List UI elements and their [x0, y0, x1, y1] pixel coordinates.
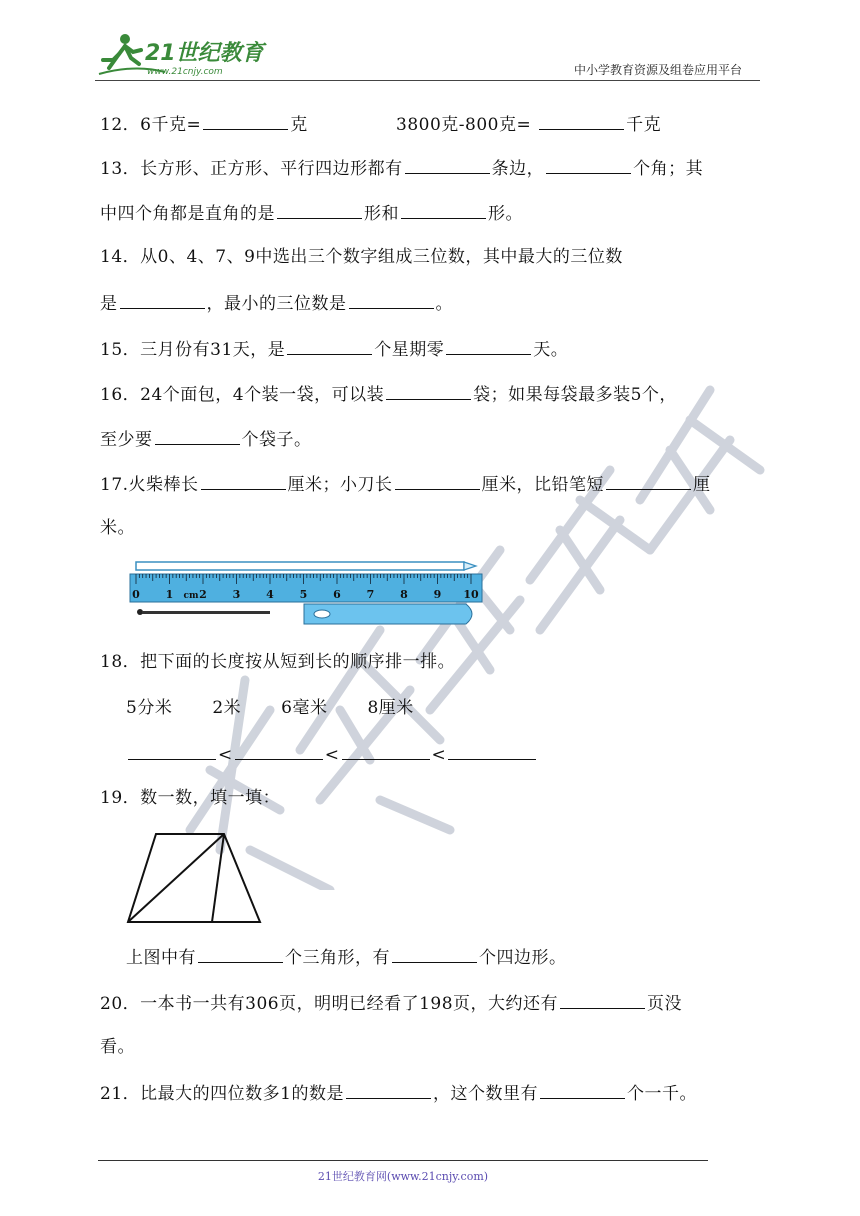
q12-text-a: 12．6千克=	[100, 115, 202, 135]
q12-blank-2[interactable]	[539, 112, 624, 130]
q20-text-c: 看。	[100, 1037, 135, 1057]
q12-text-b: 克	[290, 115, 308, 135]
q12-text-c: 3800克-800克=	[396, 115, 538, 135]
q20-text-b: 页没	[647, 994, 683, 1014]
q15-blank-1[interactable]	[287, 337, 372, 355]
q18-item-2: 2米	[212, 698, 242, 718]
ruler-tick-label: 9	[433, 588, 442, 601]
q17-text-d: 厘	[693, 475, 711, 495]
trapezoid-figure	[124, 830, 264, 926]
q18-order-row	[126, 742, 538, 766]
question-13-line2	[100, 201, 523, 225]
q16-blank-2[interactable]	[155, 427, 240, 445]
q17-blank-3[interactable]	[606, 472, 691, 490]
question-14	[100, 246, 623, 268]
question-16-line2	[100, 427, 312, 451]
pencil-icon	[136, 562, 476, 570]
q17-text-e: 米。	[100, 518, 135, 538]
q16-text-b: 袋；如果每袋最多装5个，	[473, 385, 677, 405]
q14-blank-2[interactable]	[349, 291, 434, 309]
ruler-tick-label: 6	[333, 588, 341, 601]
q15-text-a: 15．三月份有31天，是	[100, 340, 286, 360]
q19-blank-1[interactable]	[198, 945, 283, 963]
q14-text-c: ，最小的三位数是	[206, 294, 347, 314]
platform-label: 中小学教育资源及组卷应用平台	[574, 63, 743, 77]
q17-text-a: 17.火柴棒长	[100, 475, 199, 495]
ruler-tick-label: 8	[400, 588, 408, 601]
site-logo	[95, 30, 270, 80]
less-than-sign: <	[324, 745, 340, 765]
q13-text-a: 13．长方形、正方形、平行四边形都有	[100, 159, 403, 179]
q18-item-3: 6毫米	[281, 698, 328, 718]
q16-text-c: 至少要	[100, 430, 153, 450]
header-divider	[95, 80, 760, 81]
ruler-tick-label: 10	[463, 588, 479, 601]
q13-text-e: 形和	[364, 204, 399, 224]
ruler-tick-label: 1	[165, 588, 174, 601]
question-12-part2	[396, 112, 661, 136]
q13-blank-2[interactable]	[546, 156, 631, 174]
q15-blank-2[interactable]	[446, 337, 531, 355]
ruler-tick-label: 7	[366, 588, 375, 601]
q13-blank-1[interactable]	[405, 156, 490, 174]
ruler-tick-label: 5	[299, 588, 308, 601]
q13-text-c: 个角；其	[633, 159, 704, 179]
q21-blank-1[interactable]	[346, 1081, 431, 1099]
q13-text-b: 条边，	[491, 159, 545, 179]
q21-text-c: 个一千。	[626, 1084, 697, 1104]
less-than-sign: <	[431, 745, 447, 765]
question-17-line2	[100, 517, 135, 539]
ruler-figure	[126, 556, 486, 628]
q14-text-d: 。	[435, 294, 453, 314]
q18-items	[126, 697, 414, 719]
ruler-tick-label: 0	[132, 588, 140, 601]
q13-text-f: 形。	[488, 204, 523, 224]
q14-text-b: 是	[100, 294, 118, 314]
matchstick-icon	[137, 609, 270, 615]
q21-text-a: 21．比最大的四位数多1的数是	[100, 1084, 344, 1104]
q14-text-a: 14．从0、4、7、9中选出三个数字组成三位数，其中最大的三位数	[100, 247, 623, 267]
q19-text-d: 个四边形。	[479, 948, 567, 968]
question-16	[100, 382, 677, 406]
q16-text-a: 16．24个面包，4个装一袋，可以装	[100, 385, 385, 405]
q13-blank-4[interactable]	[401, 201, 486, 219]
footer-divider	[98, 1160, 708, 1161]
q20-text-a: 20．一本书一共有306页，明明已经看了198页，大约还有	[100, 994, 559, 1014]
q16-blank-1[interactable]	[386, 382, 471, 400]
question-20	[100, 991, 682, 1015]
q20-blank-1[interactable]	[560, 991, 645, 1009]
question-17	[100, 472, 711, 496]
question-12	[100, 112, 308, 136]
ruler-tick-label: 4	[266, 588, 274, 601]
q19-text-c: 个三角形，有	[285, 948, 390, 968]
question-19-line2	[126, 945, 567, 969]
q18-item-1: 5分米	[126, 698, 173, 718]
q14-blank-1[interactable]	[120, 291, 205, 309]
q21-text-b: ，这个数里有	[432, 1084, 538, 1104]
q13-text-d: 中四个角都是直角的是	[100, 204, 275, 224]
q12-blank-1[interactable]	[203, 112, 288, 130]
question-14-line2	[100, 291, 453, 315]
footer-text[interactable]: 21世纪教育网(www.21cnjy.com)	[317, 1170, 489, 1183]
question-15	[100, 337, 568, 361]
question-21	[100, 1081, 697, 1105]
q17-text-c: 厘米，比铅笔短	[481, 475, 605, 495]
q17-blank-2[interactable]	[395, 472, 480, 490]
less-than-sign: <	[218, 745, 233, 765]
logo-text: 21世纪教育	[145, 41, 264, 66]
q21-blank-2[interactable]	[540, 1081, 625, 1099]
question-18	[100, 651, 455, 673]
q19-text-a: 19．数一数，填一填：	[100, 788, 281, 808]
q16-text-d: 个袋子。	[241, 430, 312, 450]
q13-blank-3[interactable]	[277, 201, 362, 219]
q19-text-b: 上图中有	[126, 948, 196, 968]
q19-blank-2[interactable]	[392, 945, 477, 963]
knife-icon	[304, 604, 472, 624]
q17-blank-1[interactable]	[201, 472, 286, 490]
q15-text-b: 个星期零	[374, 340, 445, 360]
ruler-tick-label: 3	[232, 588, 241, 601]
q18-blank-3[interactable]	[342, 742, 430, 760]
ruler-unit-label: cm	[183, 591, 199, 601]
q18-item-4: 8厘米	[367, 698, 414, 718]
q15-text-c: 天。	[533, 340, 569, 360]
q18-text-a: 18．把下面的长度按从短到长的顺序排一排。	[100, 652, 456, 672]
ruler-tick-label: 2	[199, 588, 207, 601]
q18-blank-2[interactable]	[235, 742, 323, 760]
logo-url: www.21cnjy.com	[147, 67, 223, 77]
question-19	[100, 787, 280, 809]
question-20-line2	[100, 1036, 135, 1058]
question-13	[100, 156, 703, 180]
q17-text-b: 厘米；小刀长	[287, 475, 393, 495]
q12-text-d: 千克	[626, 115, 662, 135]
q18-blank-1[interactable]	[128, 742, 216, 760]
q18-blank-4[interactable]	[448, 742, 536, 760]
